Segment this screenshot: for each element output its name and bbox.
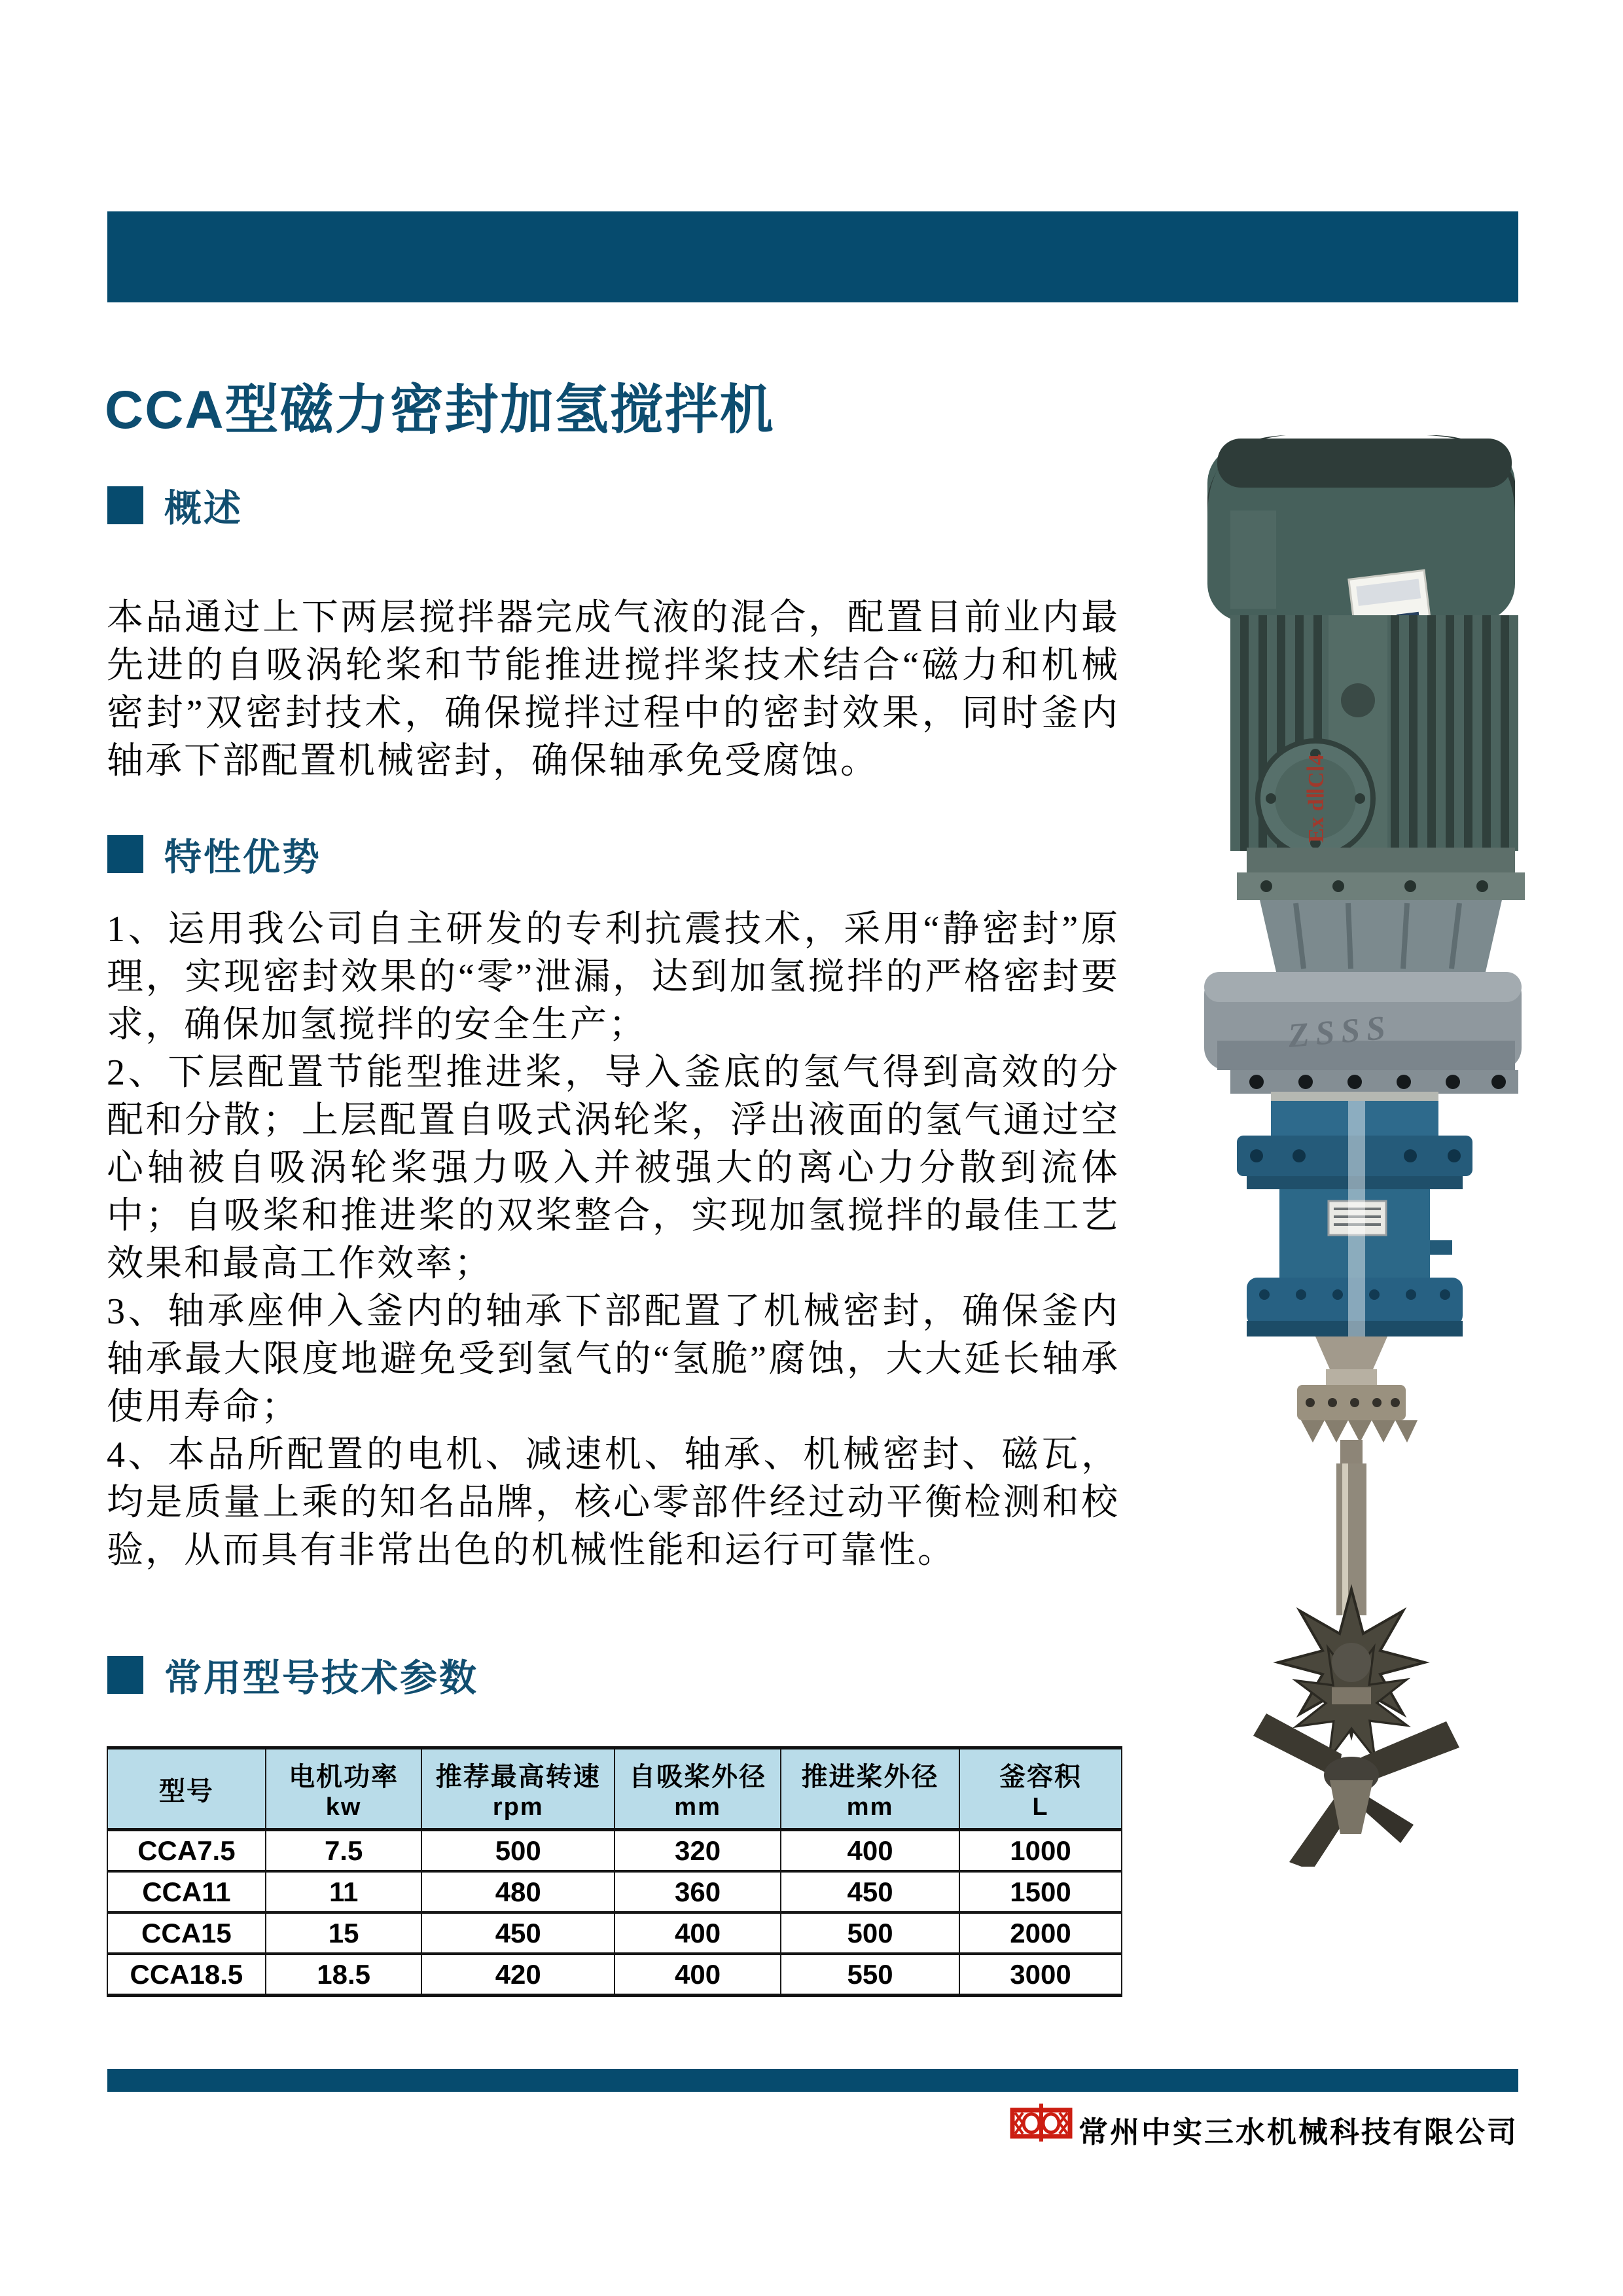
feature-item: 1、运用我公司自主研发的专利抗震技术，采用“静密封”原理，实现密封效果的“零”泄漏，达到加氢搅拌的严格密封要求，确保加氢搅拌的安全生产； [107,909,1120,1045]
features-list [107,906,1120,1575]
company-logo [1010,2102,1073,2143]
bottom-accent-bar [107,2069,1518,2092]
table-row: CCA18.5 18.5 420 400 550 3000 [107,1954,1122,1996]
table-row: CCA15 15 450 400 500 2000 [107,1912,1122,1954]
column-header: 推进桨外径 mm [781,1748,959,1830]
square-bullet-icon [107,1656,143,1694]
square-bullet-icon [107,835,143,873]
table-header-row [107,1748,1122,1830]
column-header: 电机功率 kw [266,1748,422,1830]
ex-junction-cover [1258,741,1373,856]
mixer-product-photo [1132,419,1533,1867]
propeller-impeller [1253,1713,1459,1867]
overview-paragraph: 本品通过上下两层搅拌器完成气液的混合，配置目前业内最先进的自吸涡轮桨和节能推进搅拌桨技术结合“磁力和机械密封”双密封技术，确保搅拌过程中的密封效果，同时釜内轴承下部配置机械密封，确保轴承免受腐蚀。 [107,598,1120,781]
feature-item: 3、轴承座伸入釜内的轴承下部配置了机械密封，确保釜内轴承最大限度地避免受到氢气的“氢脆”腐蚀，大大延长轴承使用寿命； [107,1291,1120,1427]
page-title: CCA型磁力密封加氢搅拌机 [105,380,775,440]
section-parameters-heading [107,1648,478,1702]
bearing-housing [1237,1092,1472,1336]
feature-item: 2、下层配置节能型推进桨，导入釜底的氢气得到高效的分配和分散；上层配置自吸式涡轮桨，浮出液面的氢气通过空心轴被自吸涡轮桨强力吸入并被强大的离心力分散到流体中；自吸桨和推进桨的双桨整合，实现加氢搅拌的最佳工艺效果和最高工作效率； [107,1052,1120,1284]
section-label: 常用型号技术参数 [164,1657,478,1699]
company-name: 常州中实三水机械科技有限公司 [1079,2116,1519,2149]
top-accent-bar [107,211,1518,302]
section-label: 特性优势 [164,836,321,878]
column-header: 型号 [107,1748,266,1830]
mechanical-seal [1297,1336,1418,1465]
section-features-heading [107,827,321,881]
column-header: 自吸桨外径 mm [615,1748,781,1830]
gearbox-brand-label: ZSSS [1287,1009,1393,1055]
column-header: 釜容积 L [959,1748,1122,1830]
table-row: CCA11 11 480 360 450 1500 [107,1871,1122,1912]
square-bullet-icon [107,486,143,524]
ex-marking-label: Ex dⅡCⅠ4 [1304,754,1329,843]
parameters-table [107,1746,1122,1997]
table-row: CCA7.5 7.5 500 320 400 1000 [107,1830,1122,1872]
section-label: 概述 [164,488,243,529]
feature-item: 4、本品所配置的电机、减速机、轴承、机械密封、磁瓦，均是质量上乘的知名品牌，核心零部件经过动平衡检测和校验，从而具有非常出色的机械性能和运行可靠性。 [107,1435,1120,1571]
column-header: 推荐最高转速 rpm [421,1748,615,1830]
section-overview-heading [107,478,243,532]
gear-reducer [1204,972,1522,1070]
